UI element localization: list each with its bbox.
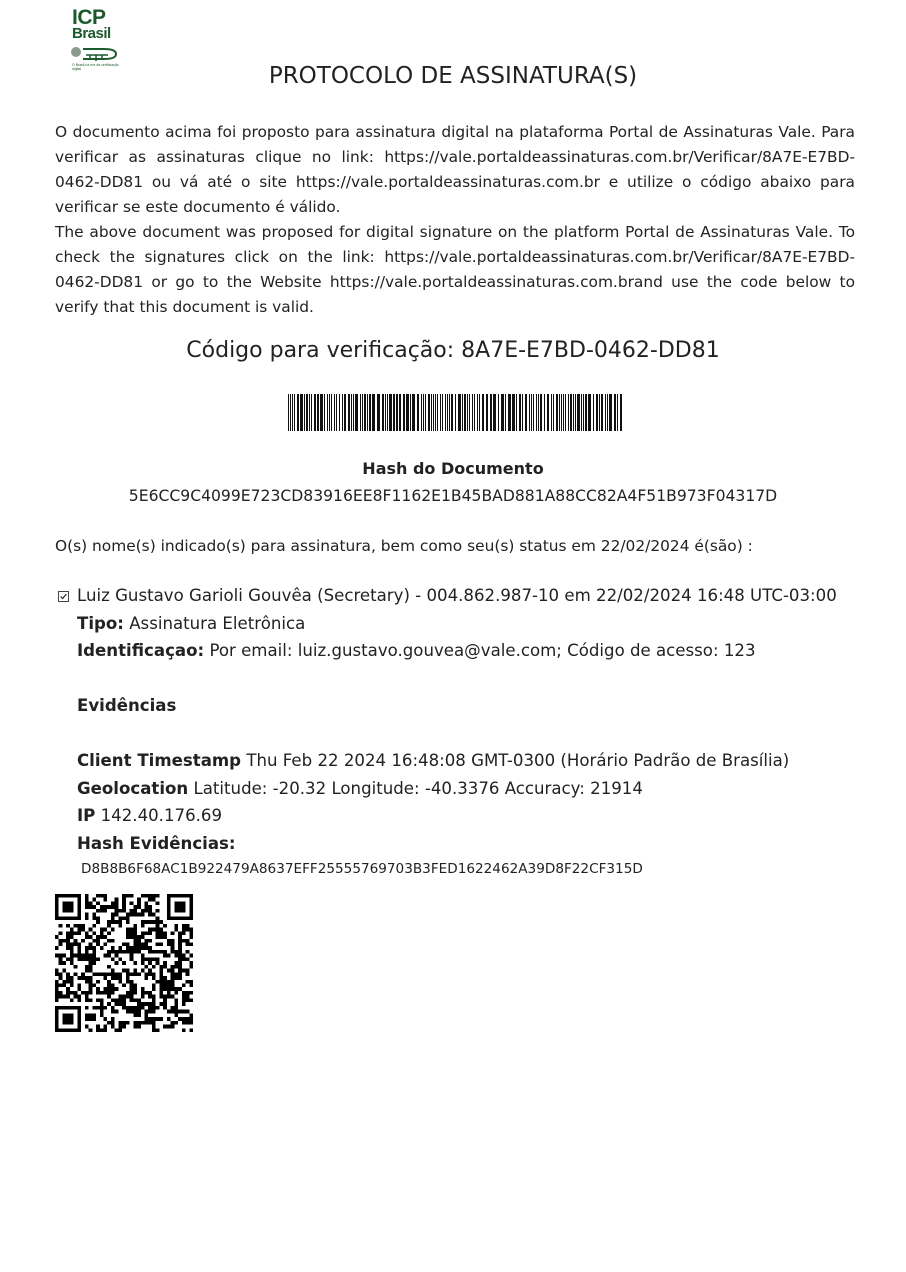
identification-row: [77, 637, 877, 665]
logo-line2: Brasil: [72, 25, 111, 42]
verification-code: Código para verificação: 8A7E-E7BD-0462-DD81: [186, 338, 720, 363]
signer-line: Luiz Gustavo Garioli Gouvêa (Secretary) - 004.862.987-10 em 22/02/2024 16:48 UTC-03:00: [77, 586, 837, 605]
timestamp-label: Client Timestamp: [77, 751, 242, 770]
identification-label: Identificaçao:: [77, 641, 205, 660]
tipo-value: Assinatura Eletrônica: [129, 613, 306, 633]
geolocation-label: Geolocation: [77, 778, 189, 798]
signer-block: [77, 582, 877, 881]
qr-code-icon: [55, 894, 193, 1032]
tipo-label: Tipo:: [77, 613, 124, 633]
intro-portuguese: O documento acima foi proposto para assinatura digital na plataforma Portal de Assinaturas Vale. Para verificar as assinaturas clique no link: https://vale.portaldeassinaturas.com.br/Verificar/8A7E-E7BD-0462-DD81 ou vá até o site https://vale.portaldeassinaturas.com.br e utilize o código abaixo para verificar se este documento é válido.: [55, 123, 855, 216]
identification-value: Por email: luiz.gustavo.gouvea@vale.com; Código de acesso: 123: [209, 641, 756, 660]
ip-label: IP: [77, 806, 96, 825]
logo-tagline: O Brasil na era da certificação digital: [72, 63, 119, 71]
evidence-hash-label: Hash Evidências:: [77, 833, 236, 853]
intro-english: The above document was proposed for digital signature on the platform Portal de Assinaturas Vale. To check the signatures click on the link: https://vale.portaldeassinaturas.com.br/Verificar/8A7E-E7BD-0462-DD81 or go to the Website https://vale.portaldeassinaturas.com.brand use the code below to verify that this document is valid.: [55, 223, 855, 316]
evidence-hash-value: D8B8B6F68AC1B922479A8637EFF25555769703B3FED1622462A39D8F22CF315D: [81, 861, 643, 877]
evidencias-title: Evidências: [77, 696, 177, 715]
geolocation-value: Latitude: -20.32 Longitude: -40.3376 Accuracy: 21914: [193, 778, 643, 798]
logo-line1: ICP: [72, 6, 106, 29]
tipo-row: [77, 610, 877, 638]
checkbox-checked-icon: [58, 591, 69, 602]
status-line: O(s) nome(s) indicado(s) para assinatura, bem como seu(s) status em 22/02/2024 é(são) :: [55, 537, 753, 555]
ip-value: 142.40.176.69: [100, 806, 223, 825]
intro-text: [55, 120, 855, 320]
document-hash-title: Hash do Documento: [362, 459, 544, 478]
barcode-icon: [288, 394, 622, 431]
document-hash-value: 5E6CC9C4099E723CD83916EE8F1162E1B45BAD881A88CC82A4F51B973F04317D: [128, 487, 778, 505]
timestamp-row: [77, 747, 877, 775]
geolocation-row: [77, 775, 877, 803]
ip-row: [77, 802, 877, 830]
page-title: PROTOCOLO DE ASSINATURA(S): [268, 63, 638, 89]
timestamp-value: Thu Feb 22 2024 16:48:08 GMT-0300 (Horário Padrão de Brasília): [246, 751, 790, 770]
